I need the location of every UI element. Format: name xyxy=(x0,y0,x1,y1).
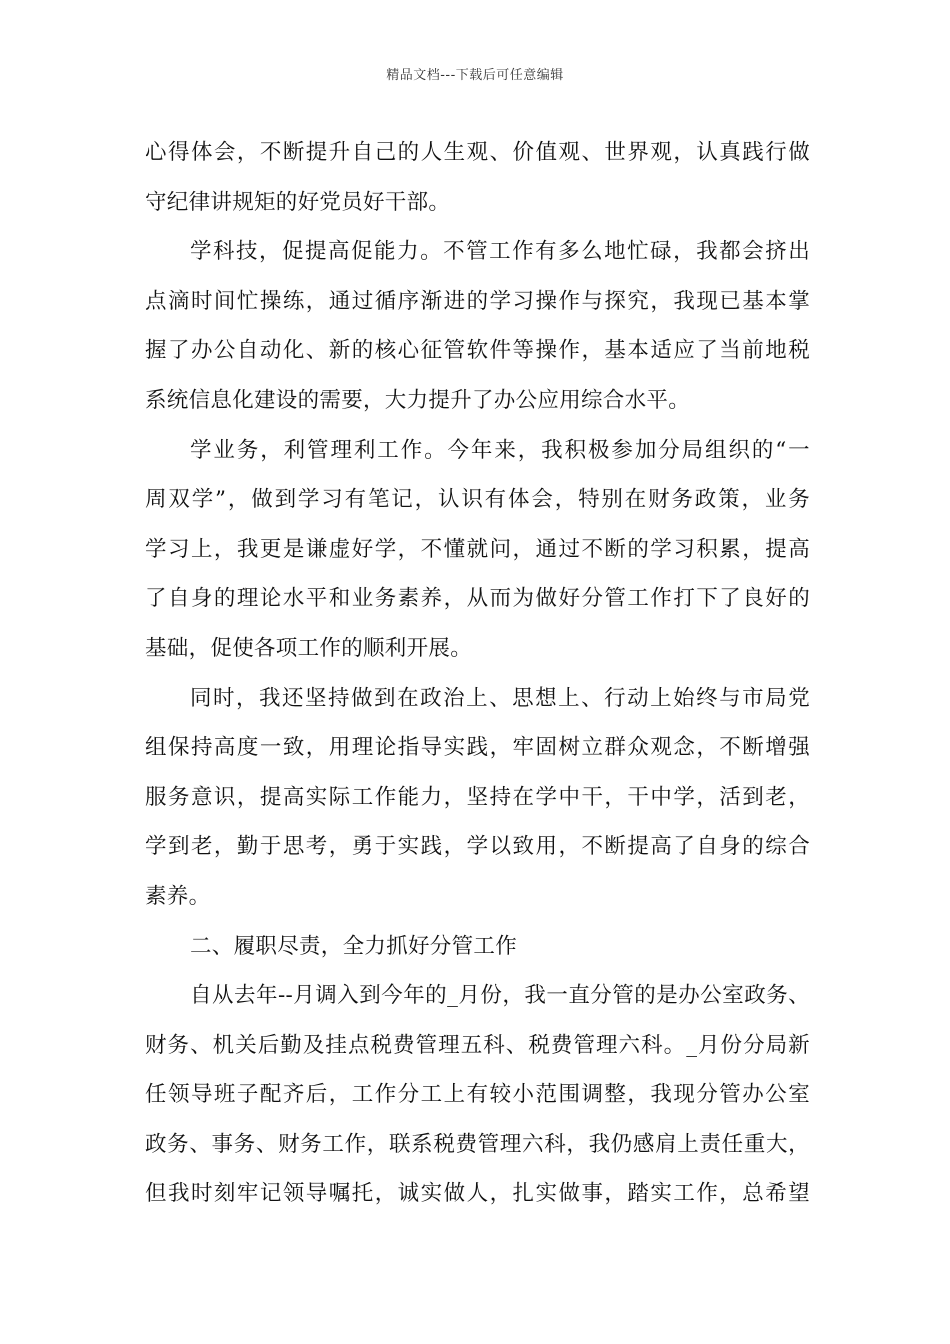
text-line: 同时，我还坚持做到在政治上、思想上、行动上始终与市局党 xyxy=(190,685,810,711)
text-line: 财务、机关后勤及挂点税费管理五科、税费管理六科。_月份分局新 xyxy=(145,1032,810,1058)
text-line: 服务意识，提高实际工作能力，坚持在学中干，干中学，活到老， xyxy=(145,784,810,810)
text-line: 基础，促使各项工作的顺利开展。 xyxy=(145,635,473,661)
text-line: 点滴时间忙操练，通过循序渐进的学习操作与探究，我现已基本掌 xyxy=(145,288,810,314)
text-line: 任领导班子配齐后，工作分工上有较小范围调整，我现分管办公室 xyxy=(145,1082,810,1108)
text-line: 握了办公自动化、新的核心征管软件等操作，基本适应了当前地税 xyxy=(145,338,810,364)
text-line: 学业务，利管理利工作。今年来，我积极参加分局组织的“一 xyxy=(190,437,810,463)
page-header: 精品文档---下载后可任意编辑 xyxy=(386,68,564,83)
text-line: 政务、事务、财务工作，联系税费管理六科，我仍感肩上责任重大， xyxy=(145,1131,810,1157)
text-line: 学科技，促提高促能力。不管工作有多么地忙碌，我都会挤出 xyxy=(190,239,810,265)
document-body xyxy=(145,128,810,1219)
text-line: 学习上，我更是谦虚好学，不懂就问，通过不断的学习积累，提高 xyxy=(145,536,810,562)
text-line: 素养。 xyxy=(145,883,211,909)
text-line: 周双学”，做到学习有笔记，认识有体会，特别在财务政策，业务 xyxy=(145,487,810,513)
text-line: 心得体会，不断提升自己的人生观、价值观、世界观，认真践行做 xyxy=(145,140,810,165)
text-line: 系统信息化建设的需要，大力提升了办公应用综合水平。 xyxy=(145,387,691,413)
text-line: 学到老，勤于思考，勇于实践，学以致用，不断提高了自身的综合 xyxy=(145,834,810,860)
text-line: 但我时刻牢记领导嘱托，诚实做人，扎实做事，踏实工作，总希望 xyxy=(145,1181,810,1207)
text-line: 二、履职尽责，全力抓好分管工作 xyxy=(190,933,518,959)
text-line: 守纪律讲规矩的好党员好干部。 xyxy=(145,189,451,215)
text-line: 组保持高度一致，用理论指导实践，牢固树立群众观念，不断增强 xyxy=(145,735,810,761)
text-line: 自从去年--月调入到今年的_月份，我一直分管的是办公室政务、 xyxy=(190,983,810,1009)
text-line: 了自身的理论水平和业务素养，从而为做好分管工作打下了良好的 xyxy=(145,586,810,612)
